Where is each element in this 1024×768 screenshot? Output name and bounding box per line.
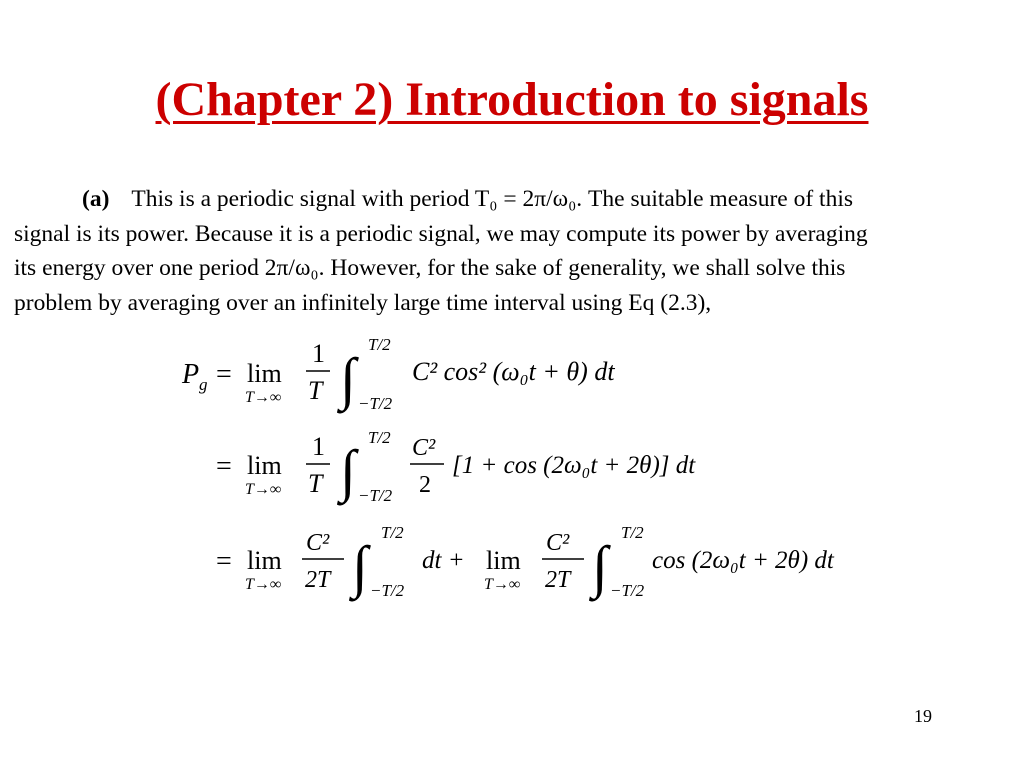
eq3-frac2-den: 2T xyxy=(545,567,571,593)
paragraph-line-3: its energy over one period 2π/ω₀. However, for the sake of generality, we shall solve this xyxy=(14,255,846,281)
eq3-term1: dt + xyxy=(422,547,465,574)
eq2-integral-sign: ∫ xyxy=(340,438,356,503)
equation-3 xyxy=(216,523,835,602)
eq3-frac-num: C² xyxy=(306,530,330,556)
page-number: 19 xyxy=(914,706,932,726)
eq3-lim2: lim xyxy=(486,546,521,575)
eq1-lim: lim xyxy=(247,359,282,388)
eq3-int2-lower: −T/2 xyxy=(610,581,645,600)
eq3-equals: = xyxy=(216,546,232,577)
eq1-lim-sub: T→∞ xyxy=(245,389,282,406)
equation-2 xyxy=(216,428,696,506)
paragraph-label: (a) xyxy=(82,186,110,212)
eq3-frac-den: 2T xyxy=(305,567,331,593)
eq1-int-lower: −T/2 xyxy=(358,394,393,413)
eq3-term2: cos (2ω₀t + 2θ) dt xyxy=(652,547,834,574)
eq2-inner-num: C² xyxy=(412,435,436,461)
eq1-integral-sign: ∫ xyxy=(340,346,356,411)
eq3-int-lower: −T/2 xyxy=(370,581,405,600)
equation-1 xyxy=(181,335,615,414)
eq1-equals: = xyxy=(216,359,232,390)
eq3-int2-upper: T/2 xyxy=(621,523,644,542)
eq3-lim: lim xyxy=(247,546,282,575)
eq1-frac-den: T xyxy=(308,376,323,405)
eq2-lim: lim xyxy=(247,451,282,480)
eq1-lhs-sub: g xyxy=(199,375,208,394)
paragraph-line-2: signal is its power. Because it is a periodic signal, we may compute its power by averaging xyxy=(14,220,868,247)
eq2-inner-den: 2 xyxy=(419,472,431,498)
eq3-lim2-sub: T→∞ xyxy=(484,576,521,593)
eq3-lim-sub: T→∞ xyxy=(245,576,282,593)
equation-block xyxy=(0,178,1024,608)
eq2-frac-den: T xyxy=(308,469,323,498)
eq2-integrand: [1 + cos (2ω₀t + 2θ)] dt xyxy=(452,452,696,479)
eq1-int-upper: T/2 xyxy=(368,335,391,354)
slide-title: (Chapter 2) Introduction to signals xyxy=(155,73,869,126)
paragraph-line-1-text: This is a periodic signal with period T₀ = 2π/ω₀. The suitable measure of this xyxy=(131,186,853,212)
eq1-lhs: P xyxy=(182,359,200,390)
eq1-frac-num: 1 xyxy=(312,339,325,368)
eq2-frac-num: 1 xyxy=(312,432,325,461)
eq3-integral2-sign: ∫ xyxy=(592,534,608,599)
eq2-equals: = xyxy=(216,451,232,482)
eq3-integral-sign: ∫ xyxy=(352,534,368,599)
eq3-int-upper: T/2 xyxy=(381,523,404,542)
eq2-int-lower: −T/2 xyxy=(358,486,393,505)
paragraph-line-4: problem by averaging over an infinitely large time interval using Eq (2.3), xyxy=(14,289,712,316)
eq3-frac2-num: C² xyxy=(546,530,570,556)
eq2-int-upper: T/2 xyxy=(368,428,391,447)
eq1-integrand: C² cos² (ω₀t + θ) dt xyxy=(412,357,615,386)
eq2-lim-sub: T→∞ xyxy=(245,481,282,498)
